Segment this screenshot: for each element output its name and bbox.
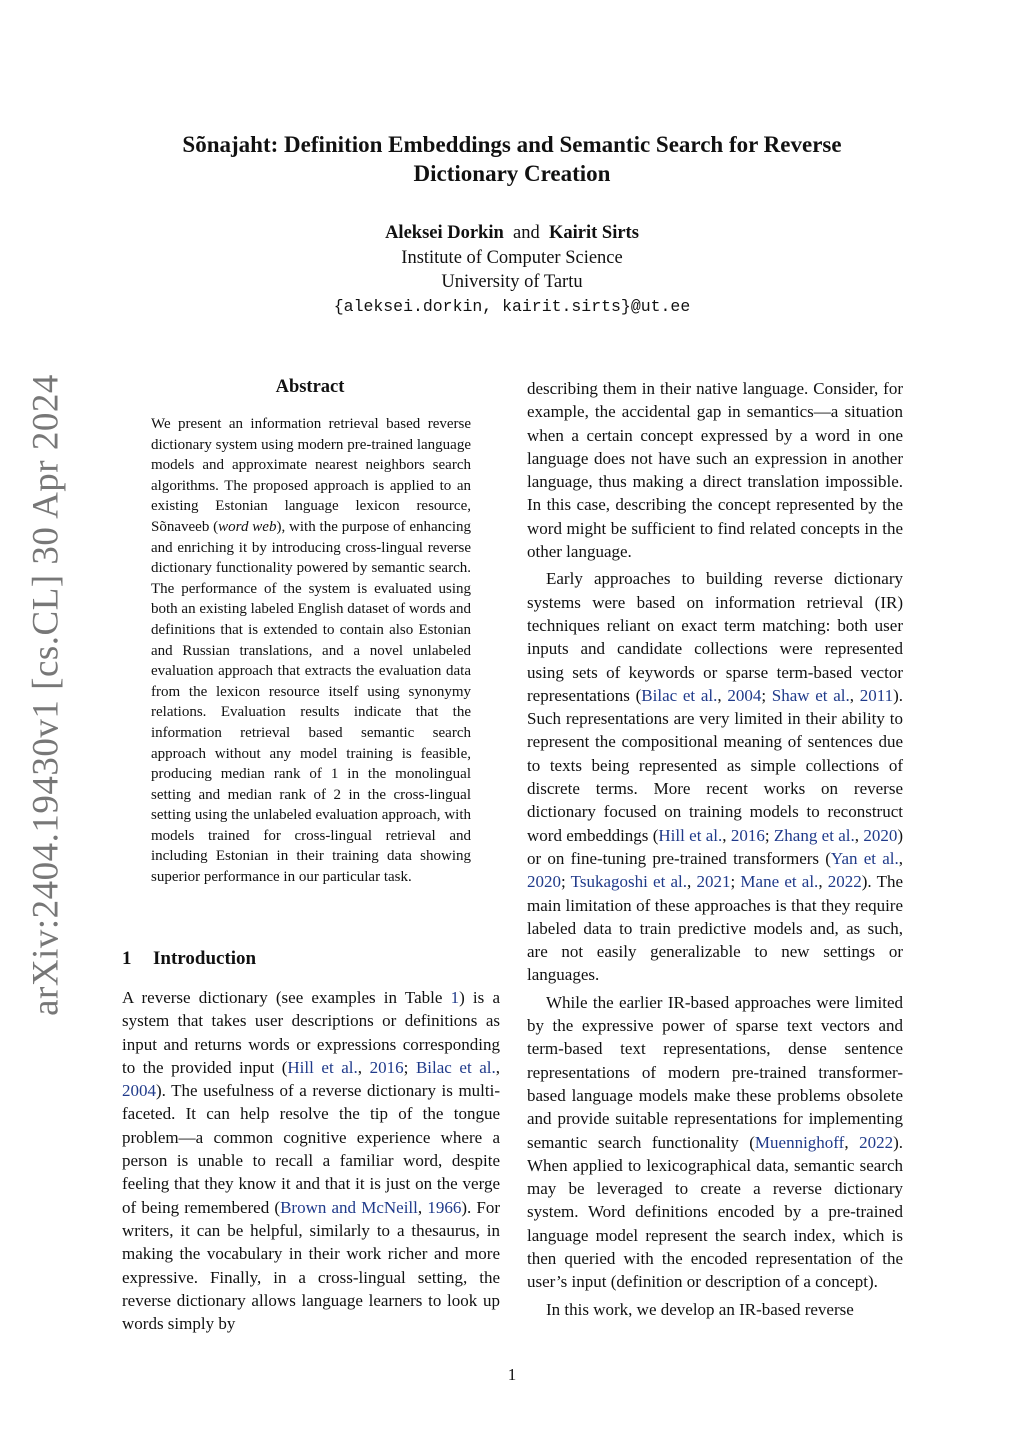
body-text: ). When applied to lexicographical data, semantic search may be leveraged to create a reverse dictionary system. Word definitions encoded by a pre-trained language model represent the search index, which is then queried with the encoded representation of the user’s input (definition or description of a concept). <box>527 1132 903 1292</box>
body-text: , <box>722 825 731 845</box>
body-text: , <box>495 1057 501 1077</box>
citation-link[interactable]: Tsukagoshi et al. <box>570 872 688 892</box>
citation-link[interactable]: Zhang et al. <box>773 825 855 845</box>
author-email: {aleksei.dorkin, kairit.sirts}@ut.ee <box>333 296 691 316</box>
body-text: ; <box>761 685 772 705</box>
intro-paragraph <box>527 567 903 986</box>
body-text: ). For writers, it can be helpful, similarly to a thesaurus, in making the vocabulary in their work richer and more expressive. Finally, in a cross-lingual setting, the reverse dictionary allows language learners to look up words simply by <box>122 1197 501 1334</box>
table-reference-link[interactable]: 1 <box>450 988 460 1007</box>
intro-paragraph <box>527 991 903 1294</box>
citation-link[interactable]: 2016 <box>369 1057 404 1077</box>
body-text: , <box>417 1197 428 1217</box>
body-text: , <box>898 848 903 868</box>
abstract-text: ), with the purpose of enhancing and enriching it by introducing cross-lingual reverse dictionary functionality powered by semantic search. The performance of the system is evaluated using both an existing labeled English dataset of words and definitions that is extended to contain also Estonian and Russian translations, and a novel unlabeled evaluation approach that extracts the evaluation data from the lexicon resource itself using synonymy relations. Evaluation results indicate that the information retrieval based semantic search approach without any model training is feasible, producing median rank of 1 in the monolingual setting and median rank of 2 in the cross-lingual setting using the unlabeled evaluation approach, with models trained for cross-lingual retrieval and including Estonian in their training data showing superior performance in our particular task. <box>151 518 472 886</box>
body-text: , <box>687 872 697 892</box>
body-text: ) or on fine-tuning pre-trained transformers ( <box>527 825 904 868</box>
section-number: 1 <box>122 948 132 969</box>
section-heading <box>122 948 256 970</box>
author-name: Aleksei Dorkin <box>385 223 504 243</box>
abstract-heading: Abstract <box>275 377 345 397</box>
citation-link[interactable]: Bilac et al. <box>641 685 718 705</box>
citation-link[interactable]: 2004 <box>727 685 762 705</box>
body-text: ; <box>764 825 774 845</box>
author-block <box>130 221 894 319</box>
citation-link[interactable]: Hill et al. <box>287 1057 358 1077</box>
citation-link[interactable]: 2020 <box>527 872 561 892</box>
body-text: While the earlier IR-based approaches were limited by the expressive power of sparse text vectors and term-based text representations, dense sentence representations of modern pre-trained transformer-based language models make these problems obsolete and provide suitable representations for implementing semantic search functionality ( <box>527 992 903 1152</box>
abstract-italic-term: word web <box>218 518 277 535</box>
body-text: ) is a system that takes user descriptions or definitions as input and returns words or expressions corresponding to the provided input ( <box>122 988 501 1077</box>
body-text: , <box>844 1132 860 1152</box>
body-text: , <box>818 872 828 892</box>
abstract-text: We present an information retrieval based reverse dictionary system using modern pre-trained language models and approximate nearest neighbors search algorithms. The proposed approach is applied to an existing Estonian language lexicon resource, Sõnaveeb ( <box>151 416 471 535</box>
body-text: , <box>357 1057 370 1077</box>
body-text: ). The main limitation of these approaches is that they require labeled data to train predictive models and, as such, are not easily generalizable to new settings or languages. <box>527 872 904 985</box>
intro-right-column <box>527 377 903 1321</box>
author-name: Kairit Sirts <box>549 223 639 243</box>
citation-link[interactable]: Bilac et al. <box>415 1057 496 1077</box>
body-text: ; <box>730 872 741 892</box>
citation-link[interactable]: Muennighoff <box>754 1132 845 1152</box>
citation-link[interactable]: 1966 <box>427 1197 462 1217</box>
section-title: Introduction <box>153 948 257 969</box>
body-text: , <box>717 685 728 705</box>
citation-link[interactable]: 2021 <box>696 872 731 892</box>
citation-link[interactable]: 2016 <box>730 825 765 845</box>
author-joiner: and <box>513 223 540 243</box>
citation-link[interactable]: Mane et al. <box>740 872 819 892</box>
citation-link[interactable]: Yan et al. <box>830 848 899 868</box>
intro-paragraph: In this work, we develop an IR-based reverse <box>546 1299 854 1319</box>
citation-link[interactable]: Brown and McNeill <box>280 1197 418 1217</box>
page-number: 1 <box>507 1365 517 1384</box>
affiliation-university: University of Tartu <box>441 272 583 292</box>
intro-paragraph <box>122 986 500 1335</box>
body-text: ). The usefulness of a reverse dictionary is multi-faceted. It can help resolve the tip of the tongue problem—a common cognitive experience where a person is unable to recall a familiar word, despite feeling that they know it and that it is just on the verge of being remembered ( <box>122 1081 500 1217</box>
affiliation-institute: Institute of Computer Science <box>401 247 623 268</box>
citation-link[interactable]: Shaw et al. <box>771 685 850 705</box>
body-text: ; <box>561 872 571 892</box>
author-line <box>130 221 894 246</box>
intro-paragraph: describing them in their native language. Consider, for example, the accidental gap in semantics—a situation when a certain concept expressed by a word in one language does not have such an expression in another language, thus making a direct translation impossible. In this case, describing the concept represented by the word might be sufficient to find related concepts in the other language. <box>527 379 903 562</box>
abstract-body <box>151 414 471 888</box>
citation-link[interactable]: 2020 <box>863 825 898 845</box>
citation-link[interactable]: 2011 <box>859 685 894 705</box>
body-text: , <box>854 825 864 845</box>
citation-link[interactable]: 2022 <box>859 1132 894 1152</box>
paper-title: Sõnajaht: Definition Embeddings and Semantic Search for Reverse Dictionary Creation <box>182 132 842 186</box>
intro-left-column <box>122 986 500 1335</box>
citation-link[interactable]: 2022 <box>827 872 862 892</box>
body-text: Early approaches to building reverse dictionary systems were based on information retrieval (IR) techniques reliant on exact term matching: both user inputs and candidate collections were represented using sets of keywords or sparse term-based vector representations ( <box>527 569 903 705</box>
body-text: , <box>849 685 860 705</box>
citation-link[interactable]: 2004 <box>122 1081 156 1101</box>
arxiv-stamp-text: arXiv:2404.19430v1 [cs.CL] 30 Apr 2024 <box>25 374 67 1016</box>
body-text: A reverse dictionary (see examples in Table <box>122 988 451 1007</box>
body-text: ). Such representations are very limited in their ability to represent the compositional meaning of sentences due to texts being represented as simple collections of discrete terms. More recent works on reverse dictionary focused on training models to reconstruct word embeddings ( <box>527 685 904 845</box>
citation-link[interactable]: Hill et al. <box>658 825 723 845</box>
body-text: ; <box>403 1057 416 1077</box>
